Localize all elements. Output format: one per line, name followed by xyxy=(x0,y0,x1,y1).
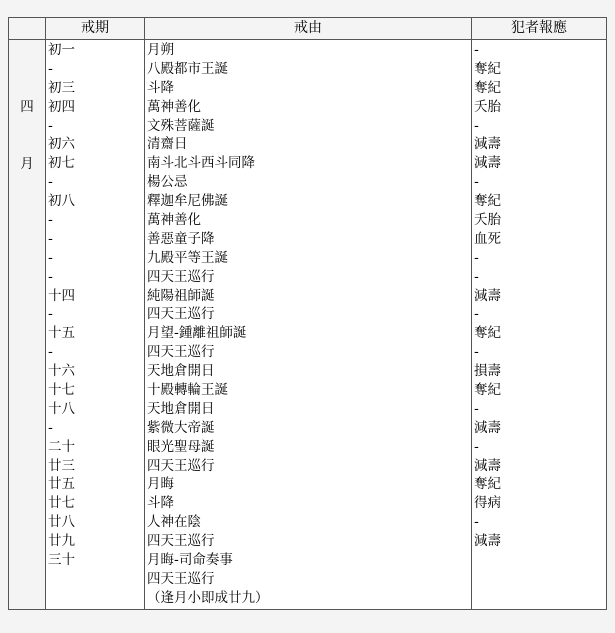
result-entry: 減壽 xyxy=(474,136,501,153)
date-entry: 廿七 xyxy=(48,495,75,512)
date-entry: 初七 xyxy=(48,155,75,172)
reason-entry: 南斗北斗西斗同降 xyxy=(147,155,255,172)
date-entry: - xyxy=(48,344,53,361)
result-entry: - xyxy=(474,438,479,455)
date-entry: - xyxy=(48,419,53,436)
result-entry: 損壽 xyxy=(474,363,501,380)
result-entry: 血死 xyxy=(474,230,501,247)
result-entry: - xyxy=(474,514,479,531)
date-entry: 廿八 xyxy=(48,514,75,531)
date-entry: 廿五 xyxy=(48,476,75,493)
date-entry: 初六 xyxy=(48,136,75,153)
result-entry: 減壽 xyxy=(474,419,501,436)
result-entry: 奪紀 xyxy=(474,325,501,342)
result-entry: - xyxy=(474,268,479,285)
header-month xyxy=(9,18,46,40)
result-entry: 奪紀 xyxy=(474,476,501,493)
reason-entry: 月望-鍾離祖師誕 xyxy=(147,325,247,342)
reason-entry: 斗降 xyxy=(147,79,174,96)
date-entry: 十七 xyxy=(48,382,75,399)
reason-entry: 天地倉開日 xyxy=(147,400,215,417)
header-result: 犯者報應 xyxy=(472,18,607,40)
result-entry: 減壽 xyxy=(474,287,501,304)
date-entry: 初一 xyxy=(48,42,75,58)
date-entry: 二十 xyxy=(48,438,75,455)
result-entry xyxy=(474,570,604,589)
date-entry: 初八 xyxy=(48,193,75,210)
date-entry: 十八 xyxy=(48,400,75,417)
result-entry: 減壽 xyxy=(474,457,501,474)
reason-entry: 月晦 xyxy=(147,476,174,493)
date-entry: 初三 xyxy=(48,79,75,96)
reason-entry: 四天王巡行 xyxy=(147,457,215,474)
result-entry: 減壽 xyxy=(474,155,501,172)
date-entry: - xyxy=(48,60,53,77)
reason-entry: 四天王巡行 xyxy=(147,344,215,361)
date-entry xyxy=(48,570,142,589)
result-entry: - xyxy=(474,174,479,191)
result-entry: - xyxy=(474,344,479,361)
date-column xyxy=(46,40,145,610)
date-entry: 廿三 xyxy=(48,457,75,474)
table-body-row xyxy=(9,40,607,610)
month-cell xyxy=(9,40,46,610)
date-entry: - xyxy=(48,174,53,191)
header-date: 戒期 xyxy=(46,18,145,40)
month-char: 月 xyxy=(20,156,34,172)
result-entry: 奪紀 xyxy=(474,60,501,77)
precepts-table-wrapper xyxy=(8,17,606,610)
reason-entry: 純陽祖師誕 xyxy=(147,287,215,304)
result-entry: - xyxy=(474,400,479,417)
date-entry: 三十 xyxy=(48,552,75,569)
reason-column xyxy=(145,40,472,610)
result-entry: 夭胎 xyxy=(474,98,501,115)
reason-entry: 四天王巡行 xyxy=(147,268,215,285)
date-entry: - xyxy=(48,249,53,266)
header-row xyxy=(9,18,607,40)
date-entry: 十五 xyxy=(48,325,75,342)
reason-entry: 天地倉開日 xyxy=(147,363,215,380)
reason-entry: 眼光聖母誕 xyxy=(147,438,215,455)
result-entry: 夭胎 xyxy=(474,212,501,229)
reason-entry: 十殿轉輪王誕 xyxy=(147,382,228,399)
result-entry: - xyxy=(474,249,479,266)
date-entry xyxy=(48,589,142,608)
reason-entry: 紫微大帝誕 xyxy=(147,419,215,436)
reason-entry: 善惡童子降 xyxy=(147,230,215,247)
reason-entry: 四天王巡行 xyxy=(147,570,215,587)
reason-entry: 清齋日 xyxy=(147,136,188,153)
header-reason: 戒由 xyxy=(145,18,472,40)
reason-entry: 萬神善化 xyxy=(147,212,201,229)
date-entry: 初四 xyxy=(48,98,75,115)
result-entry: 減壽 xyxy=(474,533,501,550)
reason-entry: 萬神善化 xyxy=(147,98,201,115)
date-entry: - xyxy=(48,212,53,229)
result-entry xyxy=(474,551,604,570)
result-entry: - xyxy=(474,306,479,323)
reason-entry: 斗降 xyxy=(147,495,174,512)
result-entry: 奪紀 xyxy=(474,382,501,399)
reason-entry: （逢月小即成廿九） xyxy=(147,589,269,606)
result-entry: 奪紀 xyxy=(474,79,501,96)
precepts-table xyxy=(8,17,607,610)
date-entry: 廿九 xyxy=(48,533,75,550)
result-entry: - xyxy=(474,42,479,58)
date-entry: 十四 xyxy=(48,287,75,304)
month-char: 四 xyxy=(20,99,34,115)
date-entry: - xyxy=(48,268,53,285)
date-entry: - xyxy=(48,230,53,247)
result-column xyxy=(472,40,607,610)
reason-entry: 釋迦牟尼佛誕 xyxy=(147,193,228,210)
result-entry: 得病 xyxy=(474,495,501,512)
result-entry: 奪紀 xyxy=(474,193,501,210)
date-entry: - xyxy=(48,117,53,134)
reason-entry: 四天王巡行 xyxy=(147,533,215,550)
reason-entry: 四天王巡行 xyxy=(147,306,215,323)
reason-entry: 文殊菩薩誕 xyxy=(147,117,215,134)
reason-entry: 八殿都市王誕 xyxy=(147,60,228,77)
result-entry xyxy=(474,589,604,608)
date-entry: 十六 xyxy=(48,363,75,380)
result-entry: - xyxy=(474,117,479,134)
reason-entry: 月晦-司命奏事 xyxy=(147,552,233,569)
reason-entry: 楊公忌 xyxy=(147,174,188,191)
reason-entry: 人神在陰 xyxy=(147,514,201,531)
date-entry: - xyxy=(48,306,53,323)
reason-entry: 月朔 xyxy=(147,42,174,58)
reason-entry: 九殿平等王誕 xyxy=(147,249,228,266)
